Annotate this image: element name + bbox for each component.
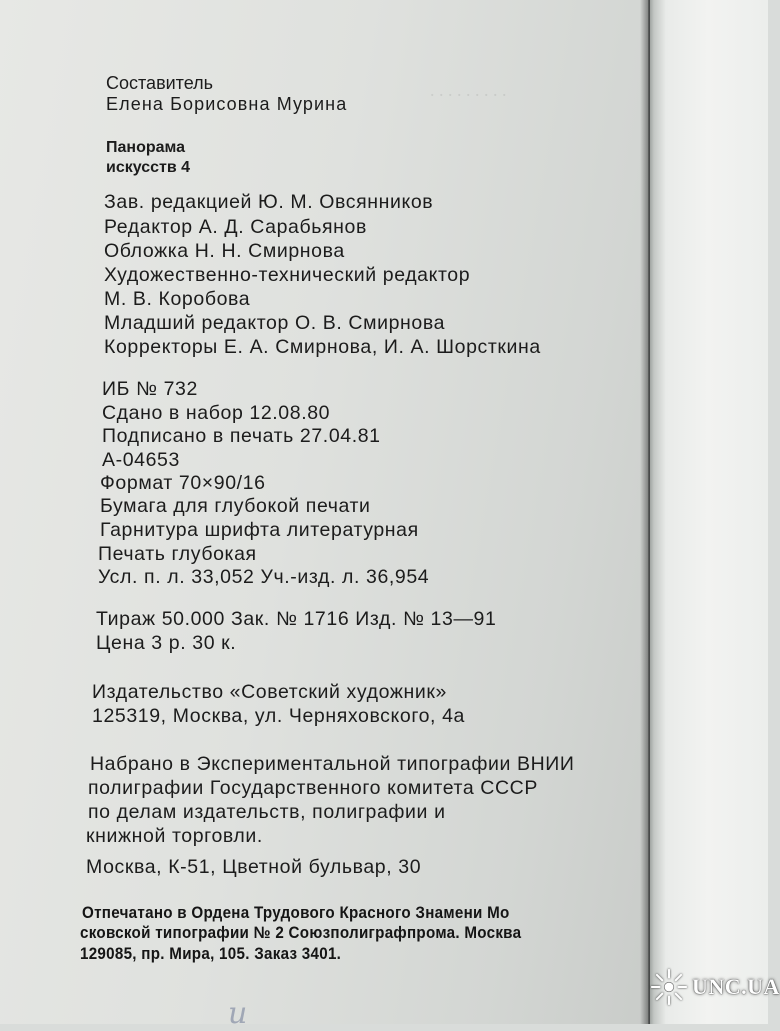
staff-editor: Редактор А. Д. Сарабьянов (104, 216, 367, 238)
staff-proofreaders: Корректоры Е. А. Смирнова, И. А. Шорсткина (104, 336, 541, 358)
typeset-line-2: полиграфии Государственного комитета СССР (88, 777, 538, 799)
colophon-page: . . . . . . . . . Составитель Елена Борисовна Мурина Панорама искусств 4 Зав. редакцией Ю. М. Овсянников Редактор А. Д. Сарабьянов Обложка Н. Н. Смирнова Художественно-технический редактор М. В. Коробова Младший редактор О. В. Смирнова Корректоры Е. А. Смирнова, И. А. Шорсткина ИБ № 732 Сдано в набор 12.08.80 Подписано в печать 27.04.81 А-04653 Формат 70×90/16 Бумага для глубокой печати Гарнитура шрифта литературная Печать глубокая Усл. п. л. 33,052 Уч.-изд. л. 36,954 Тираж 50.000 Зак. № 1716 Изд. № 13—91 Цена 3 р. 30 к. Издательство «Советский художник» 125319, Москва, ул. Черняховского, 4а Набрано в Экспериментальной типографии ВНИИ полиграфии Государственного комитета СССР по делам издательств, полиграфии и книжной торговли. Москва, К-51, Цветной бульвар, 30 Отпечатано в Ордена Трудового Красного Знамени Мо сковской типографии № 2 Союзполиграфпрома. Москва 129085, пр. Мира, 105. Заказ 3401. u (0, 0, 648, 1024)
watermark-text: UNC.UA (692, 974, 780, 999)
spec-code: А-04653 (102, 449, 180, 471)
staff-junior-editor: Младший редактор О. В. Смирнова (104, 312, 446, 334)
adjacent-page (648, 0, 768, 1024)
publisher-address: 125319, Москва, ул. Черняховского, 4а (92, 705, 465, 727)
spec-printing: Печать глубокая (98, 543, 257, 565)
spec-sheets: Усл. п. л. 33,052 Уч.-изд. л. 36,954 (98, 566, 430, 588)
pen-mark: u (228, 996, 248, 1031)
compiler-label: Составитель (106, 73, 214, 93)
printed-line-3: 129085, пр. Мира, 105. Заказ 3401. (80, 945, 342, 963)
printed-line-1: Отпечатано в Ордена Трудового Красного Знамени Мо (82, 904, 510, 922)
staff-editor-in-chief: Зав. редакцией Ю. М. Овсянников (104, 191, 434, 213)
spec-typeface: Гарнитура шрифта литературная (100, 519, 419, 541)
staff-tech-editor-name: М. В. Коробова (104, 288, 251, 310)
page-gutter-shadow (640, 0, 650, 1024)
staff-tech-editor-title: Художественно-технический редактор (104, 264, 471, 286)
book-title-line-1: Панорама (106, 139, 186, 156)
typeset-line-4: книжной торговли. (86, 825, 263, 847)
staff-cover: Обложка Н. Н. Смирнова (104, 240, 345, 262)
publisher-name: Издательство «Советский художник» (92, 681, 447, 703)
printed-line-2: сковской типографии № 2 Союзполиграфпрома. Москва (80, 924, 522, 942)
price: Цена 3 р. 30 к. (96, 632, 237, 654)
book-title-line-2: искусств 4 (106, 159, 191, 176)
spec-format: Формат 70×90/16 (100, 472, 266, 494)
print-run: Тираж 50.000 Зак. № 1716 Изд. № 13—91 (96, 608, 497, 630)
watermark (650, 968, 780, 1006)
spec-signed-date: Подписано в печать 27.04.81 (102, 425, 381, 447)
spec-ib-number: ИБ № 732 (102, 378, 198, 400)
compiler-name: Елена Борисовна Мурина (106, 94, 348, 114)
typeset-line-3: по делам издательств, полиграфии и (88, 801, 446, 823)
typeset-line-1: Набрано в Экспериментальной типографии ВНИИ (90, 753, 575, 775)
sunburst-icon (650, 968, 688, 1006)
typeset-address: Москва, К-51, Цветной бульвар, 30 (86, 856, 422, 878)
spec-paper: Бумага для глубокой печати (100, 495, 371, 517)
spec-typeset-date: Сдано в набор 12.08.80 (102, 402, 331, 424)
